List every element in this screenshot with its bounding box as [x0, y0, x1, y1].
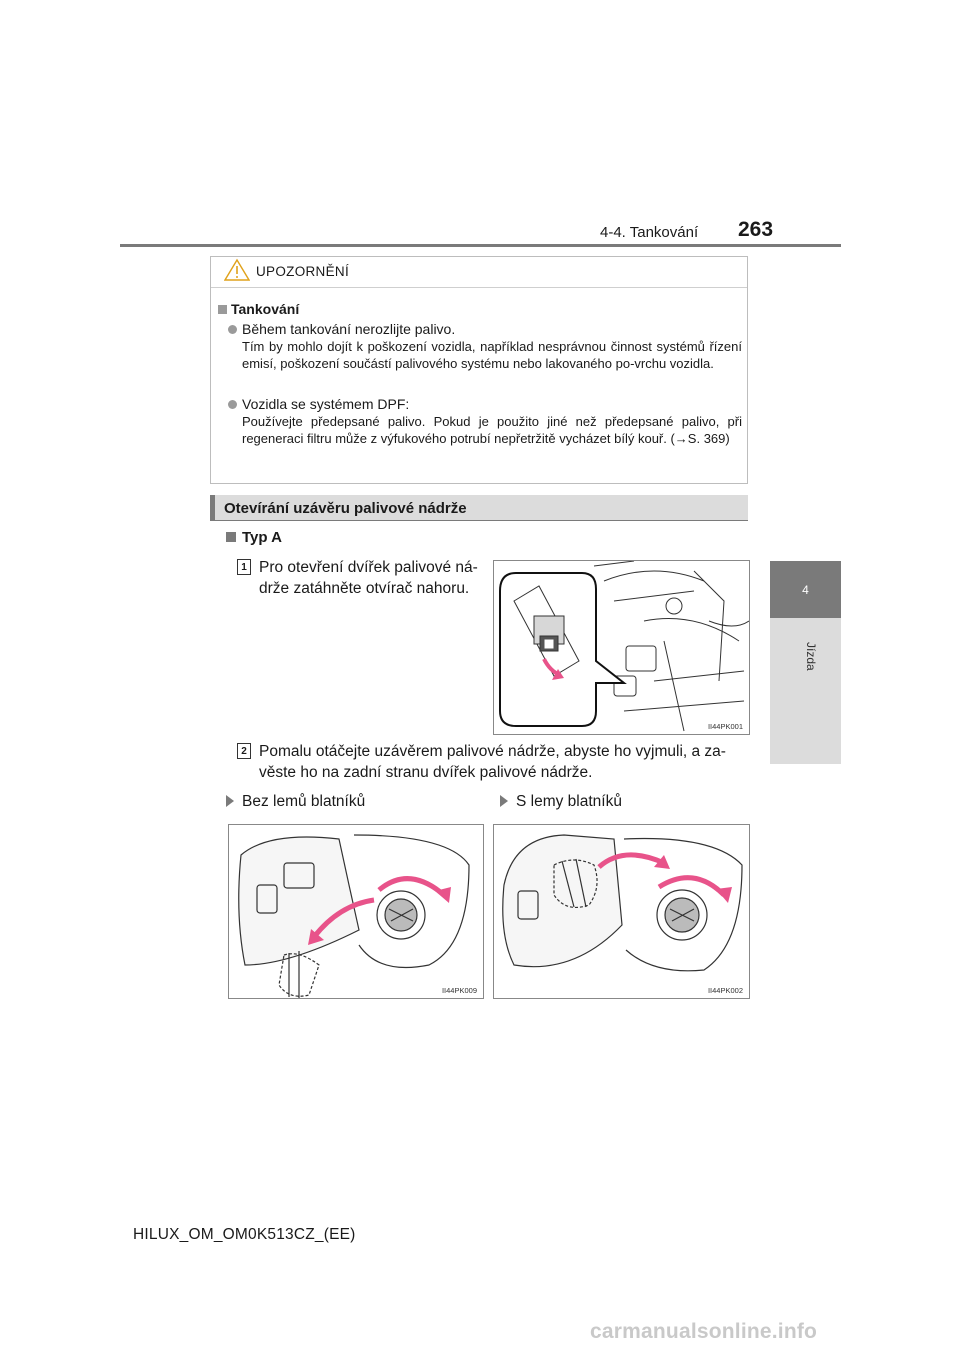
warning-bullet-head: Během tankování nerozlijte palivo.	[242, 321, 456, 337]
option-label: S lemy blatníků	[500, 793, 622, 811]
triangle-bullet-icon	[500, 795, 508, 807]
step-text: Pro otevření dvířek palivové ná-drže zatáhněte otvírač nahoru.	[259, 559, 478, 597]
option-label: Bez lemů blatníků	[226, 793, 365, 811]
header-rule	[120, 244, 841, 247]
footer-model: HILUX_OM_OM0K513CZ_(EE)	[133, 1226, 356, 1243]
round-bullet-icon	[228, 325, 237, 334]
figure-code: II44PK002	[707, 986, 743, 995]
warning-triangle-icon	[224, 258, 250, 282]
fuel-cap-illustration	[229, 825, 484, 999]
fuel-cap-illustration	[494, 825, 750, 999]
page-number: 263	[738, 218, 774, 241]
warning-bullet-body: Tím by mohlo dojít k poškození vozidla, například nesprávnou činnost systémů řízení emisí, poškození součástí palivového systému nebo lakovaného po-vrchu vozidla.	[242, 339, 742, 371]
chapter-label: Jízda	[804, 642, 818, 671]
figure-cap-with-fender-lips	[493, 824, 750, 999]
warning-title: UPOZORNĚNÍ	[256, 264, 350, 279]
type-label: Typ A	[226, 529, 282, 546]
warning-bullet-body: Používejte předepsané palivo. Pokud je použito jiné než předepsané palivo, při regeneraci filtru může z výfukového potrubí nepřetržitě vycházet bílý kouř. (→S. 369)	[242, 414, 742, 446]
warning-bullet-head: Vozidla se systémem DPF:	[242, 396, 410, 412]
watermark[interactable]: carmanualsonline.info	[590, 1320, 818, 1343]
chapter-tab[interactable]	[770, 561, 841, 618]
square-bullet-icon	[226, 532, 236, 542]
round-bullet-icon	[228, 400, 237, 409]
section-title-rule	[210, 520, 748, 521]
figure-cap-without-fender-lips	[228, 824, 484, 999]
square-bullet-icon	[218, 305, 227, 314]
section-heading: 4-4. Tankování	[600, 224, 699, 241]
step-number: 2	[237, 743, 251, 759]
step-number: 1	[237, 559, 251, 575]
dashboard-illustration	[494, 561, 750, 735]
triangle-bullet-icon	[226, 795, 234, 807]
warning-subheading: Tankování	[218, 301, 299, 317]
figure-code: II44PK001	[707, 722, 743, 731]
figure-code: II44PK009	[441, 986, 477, 995]
figure-fuel-door-opener	[493, 560, 750, 735]
chapter-number: 4	[802, 582, 809, 597]
chapter-strip	[770, 618, 841, 764]
section-title: Otevírání uzávěru palivové nádrže	[224, 500, 467, 517]
step-text: Pomalu otáčejte uzávěrem palivové nádrže, abyste ho vyjmuli, a za-věste ho na zadní stranu dvířek palivové nádrže.	[259, 743, 726, 781]
